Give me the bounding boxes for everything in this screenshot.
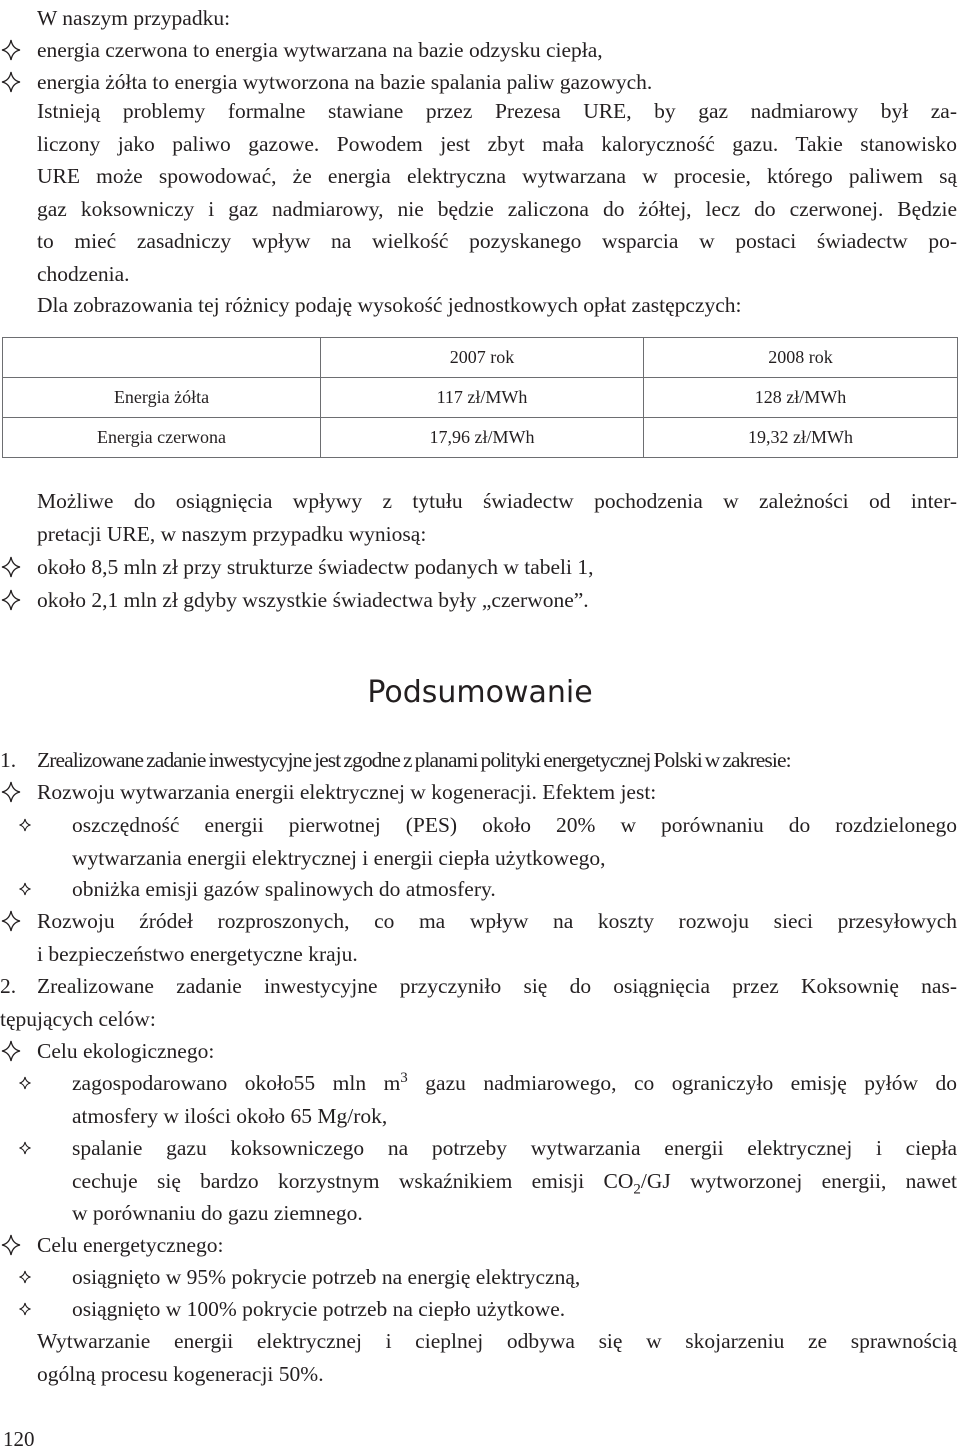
small-star-icon (18, 1295, 42, 1323)
summary-subbullet (72, 873, 957, 906)
text-line: tępujących celów: (0, 1006, 156, 1031)
small-star-icon (18, 1134, 42, 1162)
goal-subbullet (72, 1261, 957, 1294)
list-number: 2. (0, 974, 17, 998)
text-line (72, 1067, 957, 1100)
list-number: 1. (0, 748, 17, 772)
page-number: 120 (3, 1427, 35, 1451)
intro-bullet (37, 34, 957, 67)
text-fragment: zagospodarowano około55 mln m (72, 1071, 401, 1095)
summary-bullet (37, 905, 957, 970)
result-paragraph (37, 485, 957, 550)
text-line: URE może spowodować, że energia elektryczna wytwarzana w procesie, którego paliwem są (37, 164, 957, 188)
goal-subbullet (72, 1293, 957, 1326)
table-cell: 19,32 zł/MWh (644, 418, 958, 458)
list-item-text (0, 970, 957, 1035)
result-bullet (37, 551, 957, 584)
table-cell: 2008 rok (644, 338, 958, 378)
text-fragment: /GJ wytworzonej energii, nawet (640, 1168, 957, 1193)
four-point-star-icon (0, 66, 30, 98)
intro-bullet (37, 66, 957, 99)
small-star-icon (18, 1263, 42, 1291)
table-row (3, 378, 958, 418)
text-line: Możliwe do osiągnięcia wpływy z tytułu świadectw pochodzenia w zależności od inter- (37, 489, 957, 513)
four-point-star-icon (0, 34, 30, 66)
goal-bullet (37, 1229, 957, 1262)
table-cell: 128 zł/MWh (644, 378, 958, 418)
table-row (3, 418, 958, 458)
superscript: 3 (400, 1069, 408, 1086)
table-cell: Energia czerwona (3, 418, 321, 458)
intro-paragraph (37, 95, 957, 290)
text-line: liczony jako paliwo gazowe. Powodem jest zbyt mała kaloryczność gazu. Takie stanowisko (37, 131, 957, 156)
small-star-icon (18, 875, 42, 903)
text-line: spalanie gazu koksowniczego na potrzeby wytwarzania energii elektrycznej i ciepła (72, 1136, 957, 1160)
list-item-text: Zrealizowane zadanie inwestycyjne jest zgodne z planami polityki energetycznej Polski w zakresie: (37, 748, 791, 772)
text-line: ogólną procesu kogeneracji 50%. (37, 1361, 324, 1386)
result-bullet-text: około 2,1 mln zł gdyby wszystkie świadectwa były „czerwone”. (37, 588, 589, 612)
small-star-icon (18, 1069, 42, 1097)
goal-bullet (37, 1035, 957, 1068)
intro-bullet-text: energia żółta to energia wytworzona na bazie spalania paliw gazowych. (37, 70, 653, 94)
subbullet-text: osiągnięto w 100% pokrycie potrzeb na ciepło użytkowe. (72, 1297, 566, 1321)
text-line: oszczędność energii pierwotnej (PES) około 20% w porównaniu do rozdzielonego (72, 813, 957, 837)
table-cell: 117 zł/MWh (321, 378, 644, 418)
text-line: gaz koksowniczy i gaz nadmiarowy, nie będzie zaliczona do żółtej, lecz do czerwonej. Będzie (37, 196, 957, 221)
table-lead: Dla zobrazowania tej różnicy podaję wysokość jednostkowych opłat zastępczych: (37, 293, 742, 317)
table-cell: Energia żółta (3, 378, 321, 418)
text-line: chodzenia. (37, 261, 130, 286)
section-heading: Podsumowanie (367, 675, 593, 710)
text-line: w porównaniu do gazu ziemnego. (72, 1201, 363, 1225)
subbullet-text: obniżka emisji gazów spalinowych do atmosfery. (72, 877, 496, 901)
intro-bullet-text: energia czerwona to energia wytwarzana na bazie odzysku ciepła, (37, 38, 603, 62)
text-line (72, 1165, 957, 1198)
table-cell: 2007 rok (321, 338, 644, 378)
four-point-star-icon (0, 1229, 30, 1261)
text-line: Zrealizowane zadanie inwestycyjne przyczyniło się do osiągnięcia przez Koksownię nas- (37, 974, 957, 998)
four-point-star-icon (0, 905, 30, 937)
table-cell (3, 338, 321, 378)
text-line: wytwarzania energii elektrycznej i energii ciepła użytkowego, (72, 845, 606, 870)
rates-table (2, 337, 958, 458)
text-fragment: gazu nadmiarowego, co ograniczyło emisję pyłów do (407, 1071, 957, 1095)
text-line: Istnieją problemy formalne stawiane przez Prezesa URE, by gaz nadmiarowy był za- (37, 99, 957, 123)
four-point-star-icon (0, 776, 30, 808)
text-fragment: cechuje się bardzo korzystnym wskaźnikiem emisji CO (72, 1168, 634, 1193)
result-bullet-text: około 8,5 mln zł przy strukturze świadectw podanych w tabeli 1, (37, 555, 594, 579)
goal-label: Celu energetycznego: (37, 1233, 224, 1257)
four-point-star-icon (0, 1035, 30, 1067)
text-line: to mieć zasadniczy wpływ na wielkość pozyskanego wsparcia w postaci świadectw po- (37, 229, 957, 253)
result-bullet (37, 584, 957, 617)
subscript: 2 (633, 1180, 641, 1197)
four-point-star-icon (0, 551, 30, 583)
summary-bullet (37, 776, 957, 809)
four-point-star-icon (0, 584, 30, 616)
summary-bullet-text: Rozwoju wytwarzania energii elektrycznej w kogeneracji. Efektem jest: (37, 780, 657, 804)
goal-subbullet (72, 1067, 957, 1132)
goal-subbullet (72, 1132, 957, 1230)
text-line: Wytwarzanie energii elektrycznej i cieplnej odbywa się w skojarzeniu ze sprawnością (37, 1329, 957, 1353)
table-header-row (3, 338, 958, 378)
subbullet-text: osiągnięto w 95% pokrycie potrzeb na energię elektryczną, (72, 1265, 581, 1289)
text-line: Rozwoju źródeł rozproszonych, co ma wpływ na koszty rozwoju sieci przesyłowych (37, 909, 957, 933)
goal-label: Celu ekologicznego: (37, 1039, 215, 1063)
text-line: i bezpieczeństwo energetyczne kraju. (37, 941, 358, 966)
intro-lead: W naszym przypadku: (37, 6, 231, 30)
text-line: pretacji URE, w naszym przypadku wyniosą: (37, 521, 427, 546)
closing-paragraph (37, 1325, 957, 1390)
small-star-icon (18, 811, 42, 839)
text-line: atmosfery w ilości około 65 Mg/rok, (72, 1103, 388, 1128)
table-cell: 17,96 zł/MWh (321, 418, 644, 458)
summary-subbullet (72, 809, 957, 874)
